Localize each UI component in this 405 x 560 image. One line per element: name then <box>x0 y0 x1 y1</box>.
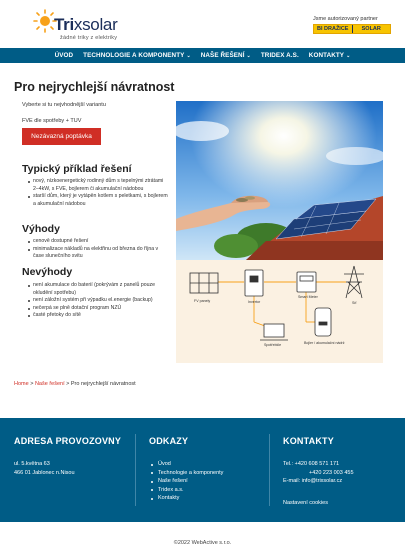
trixsolar-logo[interactable] <box>32 8 132 42</box>
nav-item-tridex[interactable]: TRIDEX A.S. <box>260 52 299 59</box>
nav-item-technologie[interactable]: TECHNOLOGIE A KOMPONENTY ⌄ <box>83 52 191 59</box>
list-item: časté přetoky do sítě <box>28 312 168 320</box>
partner-badge[interactable] <box>313 24 391 34</box>
site-footer <box>0 418 405 522</box>
footer-address <box>14 436 121 477</box>
footer-links-list <box>149 460 223 503</box>
footer-link-technologie[interactable]: Technologie a komponenty <box>149 469 223 478</box>
list-item: není záložní systém při výpadku el.energie (backup) <box>28 297 168 305</box>
smart-meter-icon <box>297 272 316 292</box>
footer-link-nase-reseni[interactable]: Naše řešení <box>149 477 223 486</box>
partner-label: Jsme autorizovaný partner <box>313 16 378 22</box>
list-item: nečerpá se plně dotační program NZÚ <box>28 305 168 313</box>
logo-tagline: žádné triky z elektriky <box>60 35 118 41</box>
section-heading-disadvantages: Nevýhody <box>22 266 73 278</box>
footer-address-title: ADRESA PROVOZOVNY <box>14 436 122 446</box>
footer-phone-2[interactable]: +420 223 003 455 <box>309 469 354 476</box>
footer-email[interactable]: E-mail: info@trixsolar.cz <box>283 478 343 484</box>
address-line-1: ul. 5.května 63 <box>14 461 50 467</box>
chevron-down-icon: ⌄ <box>246 53 251 59</box>
address-line-2: 466 01 Jablonec n.Nisou <box>14 469 75 476</box>
diagram-label-panels: FV panely <box>194 299 211 303</box>
footer-phone-1[interactable]: Tel.: +420 608 571 171 <box>283 461 340 467</box>
footer-link-kontakty[interactable]: Kontakty <box>149 494 223 503</box>
example-list <box>28 178 168 208</box>
list-item: nový, nízkoenergetický rodinný dům s tepelnými ztrátami 2–4kW, s FVE, bojlerem či akumulační nádobou <box>28 178 168 193</box>
advantages-list <box>28 238 168 261</box>
breadcrumb <box>14 381 136 387</box>
footer-address-text <box>14 460 121 477</box>
main-navigation <box>0 48 405 63</box>
cookie-settings-link[interactable]: Nastavení cookies <box>283 499 328 506</box>
partner-block <box>313 16 391 34</box>
boiler-icon <box>315 308 331 336</box>
chevron-down-icon: ⌄ <box>346 53 351 59</box>
intro-line-1: Vyberte si tu nejvhodnější variantu <box>22 102 106 108</box>
partner-badge-right: SOLAR <box>352 25 391 33</box>
list-item: starší dům, který je vytápěn kotlem s peletkami, s bojlerem a akumulační nádobou <box>28 193 168 208</box>
footer-divider <box>269 434 270 506</box>
inverter-icon <box>245 270 263 296</box>
section-heading-advantages: Výhody <box>22 223 60 235</box>
footer-links-title: ODKAZY <box>149 436 189 446</box>
inquiry-button[interactable]: Nezávazná poptávka <box>22 128 101 145</box>
diagram-label-grid: Síť <box>352 301 357 305</box>
nav-item-nase-reseni[interactable]: NAŠE ŘEŠENÍ ⌄ <box>200 52 251 59</box>
diagram-label-inverter: Invertor <box>248 300 261 304</box>
diagram-label-boiler: Bojler / akumulační nádrž <box>304 341 345 345</box>
list-item: není akumulace do baterií (pokrývám z panelů pouze okludění spotřebu) <box>28 282 168 297</box>
footer-contacts <box>283 436 354 506</box>
footer-link-uvod[interactable]: Úvod <box>149 460 223 469</box>
breadcrumb-separator: > <box>66 381 70 387</box>
intro-text <box>22 101 106 125</box>
footer-links <box>149 436 223 503</box>
intro-line-2: FVE dle spotřeby + TUV <box>22 118 82 124</box>
list-item: cenově dostupné řešení <box>28 238 168 246</box>
logo-wordmark: Trixsolar <box>54 15 118 34</box>
breadcrumb-home[interactable]: Home <box>14 381 29 387</box>
list-item: minimalizace nákladů na elektřinu od března do října v čase slunečního svitu <box>28 246 168 261</box>
site-header <box>0 0 405 48</box>
breadcrumb-current: Pro nejrychlejší návratnost <box>70 381 136 387</box>
footer-contact-details <box>283 460 354 486</box>
footer-link-tridex[interactable]: Tridex a.s. <box>149 486 223 495</box>
solar-hand-photo <box>176 101 383 260</box>
disadvantages-list <box>28 282 168 320</box>
footer-contacts-title: KONTAKTY <box>283 436 334 446</box>
breadcrumb-separator: > <box>30 381 34 387</box>
partner-badge-left: BI DRAŽICE <box>317 26 349 32</box>
chevron-down-icon: ⌄ <box>186 53 191 59</box>
breadcrumb-section[interactable]: Naše řešení <box>34 381 65 387</box>
nav-item-kontakty[interactable]: KONTAKTY ⌄ <box>308 52 351 59</box>
pv-system-diagram <box>176 260 383 363</box>
diagram-label-appliances: Spotřebiče <box>264 343 282 347</box>
page-title: Pro nejrychlejší návratnost <box>14 80 175 94</box>
footer-divider <box>135 434 136 506</box>
section-heading-example: Typický příklad řešení <box>22 163 132 175</box>
nav-item-uvod[interactable]: ÚVOD <box>54 52 74 59</box>
diagram-label-meter: Smart Meter <box>298 295 318 299</box>
copyright: ©2022 WebActive s.r.o. <box>173 540 232 546</box>
